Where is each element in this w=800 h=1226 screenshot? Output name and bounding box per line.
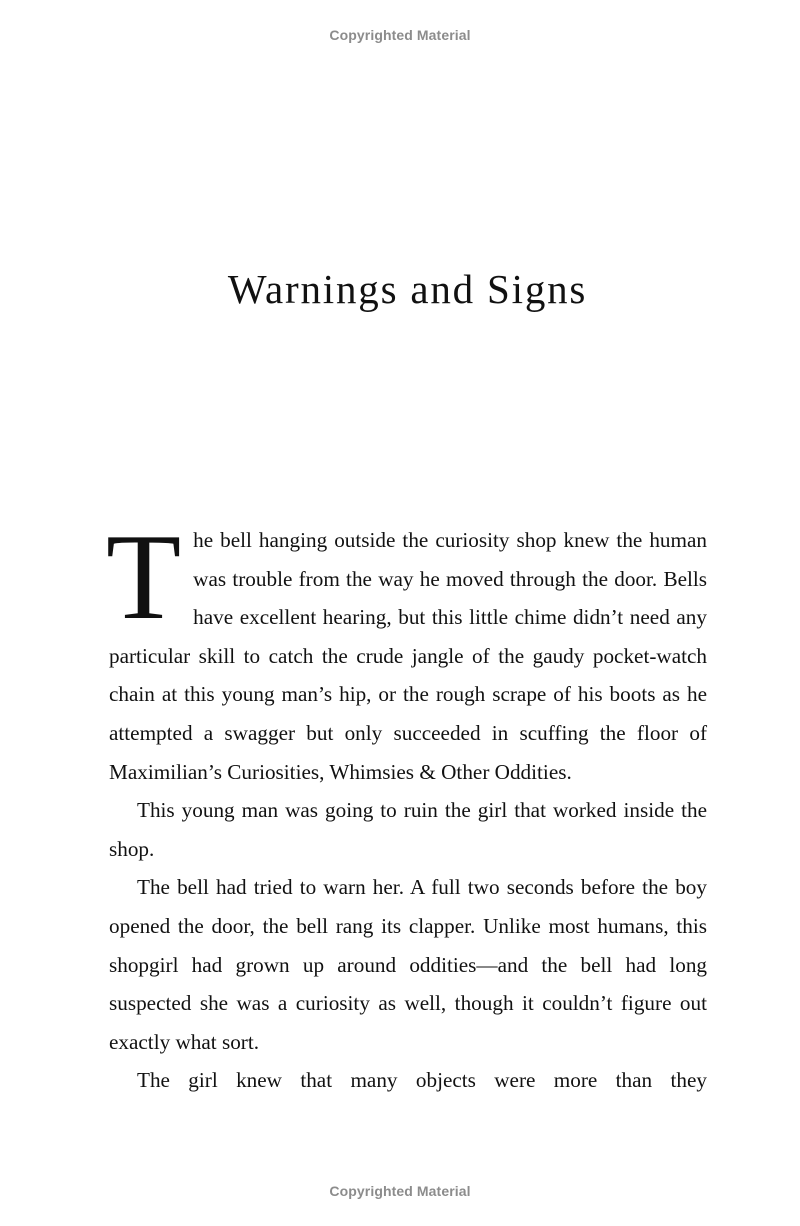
paragraph-3: The bell had tried to warn her. A full two seconds before the boy opened the door, the bell rang its clapper. Unlike most humans, this shopgirl had grown up around oddities—and the bell had long suspected she was a curiosity as well, though it couldn’t figure out exactly what sort. (109, 875, 707, 1054)
copyright-watermark-top: Copyrighted Material (329, 27, 471, 43)
drop-cap: T (106, 508, 182, 645)
chapter-body (106, 508, 707, 1100)
paragraph-1-text: he bell hanging outside the curiosity shop knew the human was trouble from the way he moved through the door. Bells have excellent hearing, but this little chime didn’t need any particular skill to catch the crude jangle of the gaudy pocket-watch chain at this young man’s hip, or the rough scrape of his boots as he attempted a swagger but only succeeded in scuffing the floor of Maximilian’s Curiosities, Whimsies & Other Oddities. (109, 528, 707, 784)
paragraph-1 (106, 508, 707, 791)
paragraph-2: This young man was going to ruin the girl that worked inside the shop. (109, 798, 707, 861)
paragraph-4: The girl knew that many objects were more than they (137, 1068, 707, 1093)
chapter-title: Warnings and Signs (227, 266, 588, 313)
copyright-watermark-bottom: Copyrighted Material (329, 1183, 471, 1199)
